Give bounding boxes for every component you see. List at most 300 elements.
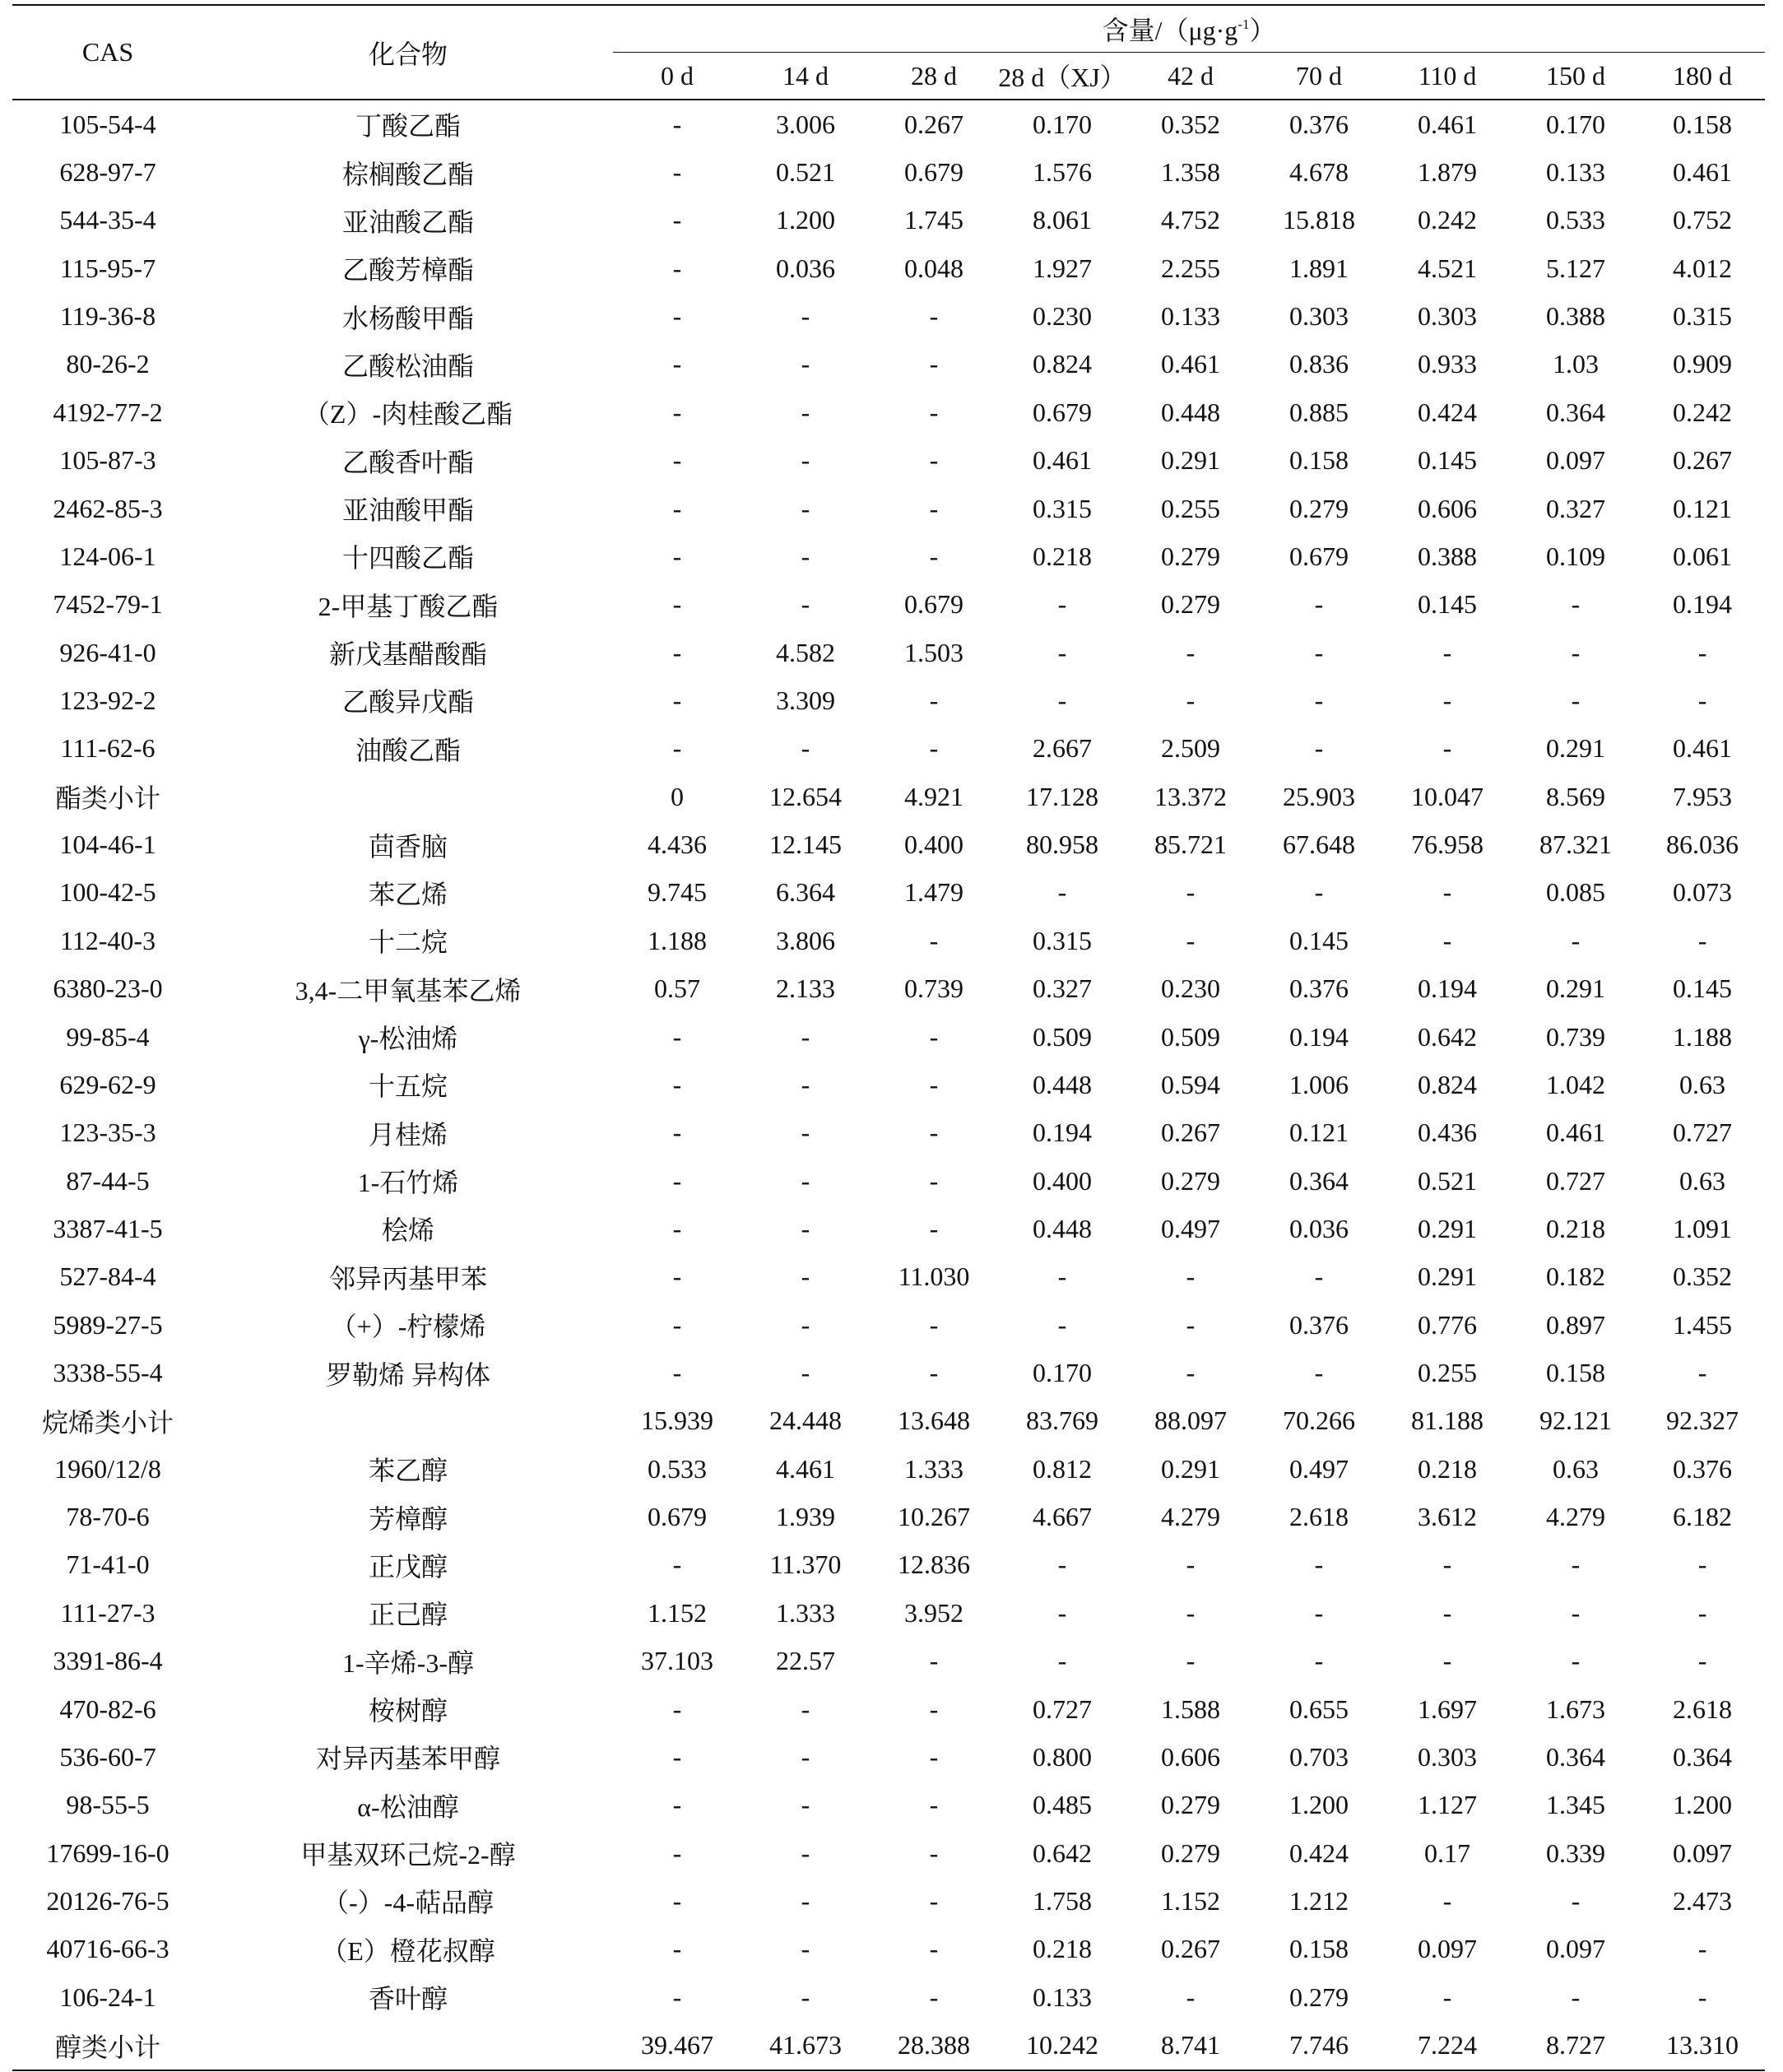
cas-cell: 6380-23-0 bbox=[53, 973, 163, 1004]
value-cell: 2.133 bbox=[776, 973, 835, 1004]
value-cell: - bbox=[672, 1934, 682, 1964]
value-cell: 1.006 bbox=[1289, 1069, 1349, 1099]
value-cell: - bbox=[801, 301, 810, 332]
value-cell: - bbox=[1186, 1597, 1196, 1628]
value-cell: 1.673 bbox=[1546, 1693, 1605, 1724]
compound-name-cell: γ-松油烯 bbox=[358, 1024, 458, 1053]
value-cell: - bbox=[1314, 685, 1324, 715]
value-cell: - bbox=[1571, 925, 1581, 955]
compound-name-cell: 十四酸乙酯 bbox=[341, 543, 474, 574]
value-cell: 2.667 bbox=[1033, 733, 1092, 764]
value-cell: 0.315 bbox=[1673, 301, 1733, 332]
value-cell: 0.242 bbox=[1418, 205, 1477, 235]
value-cell: - bbox=[1186, 637, 1196, 667]
value-cell: - bbox=[1697, 1981, 1707, 2012]
value-cell: - bbox=[1697, 925, 1707, 955]
value-cell: 4.667 bbox=[1033, 1502, 1092, 1532]
table-row bbox=[12, 1109, 1765, 1157]
subtotal-row bbox=[12, 773, 1765, 820]
compound-name-cell: α-松油醇 bbox=[357, 1791, 459, 1822]
value-cell: 0.679 bbox=[904, 589, 963, 620]
value-cell: - bbox=[1314, 589, 1324, 620]
cas-cell: 17699-16-0 bbox=[46, 1837, 169, 1868]
cas-cell: 87-44-5 bbox=[66, 1165, 150, 1196]
value-cell: 0.036 bbox=[776, 253, 835, 283]
value-cell: 0.63 bbox=[1553, 1453, 1599, 1484]
cas-cell: 111-62-6 bbox=[60, 733, 156, 764]
value-cell: - bbox=[1442, 877, 1452, 908]
value-cell: 0.533 bbox=[648, 1453, 707, 1484]
value-cell: 0.509 bbox=[1033, 1021, 1092, 1052]
cas-cell: 3338-55-4 bbox=[53, 1358, 163, 1388]
value-cell: - bbox=[672, 1885, 682, 1916]
value-cell: - bbox=[672, 1741, 682, 1772]
value-cell: 0.279 bbox=[1161, 1165, 1220, 1196]
header-day: 180 d bbox=[1640, 53, 1765, 100]
value-cell: - bbox=[801, 397, 810, 427]
value-cell: 88.097 bbox=[1154, 1405, 1227, 1436]
compound-name-cell: 新戊基醋酸酯 bbox=[328, 639, 487, 670]
value-cell: 0.352 bbox=[1161, 109, 1220, 139]
value-cell: - bbox=[1057, 685, 1067, 715]
value-cell: 1.879 bbox=[1418, 157, 1477, 188]
value-cell: 0.218 bbox=[1546, 1213, 1605, 1243]
value-cell: - bbox=[801, 1741, 810, 1772]
compound-name-cell: 乙酸芳樟酯 bbox=[341, 255, 474, 286]
volatile-compounds-table bbox=[12, 4, 1765, 2071]
value-cell: 6.364 bbox=[776, 877, 835, 908]
value-cell: 12.145 bbox=[769, 829, 842, 860]
table-row bbox=[12, 1926, 1765, 1973]
cas-cell: 1960/12/8 bbox=[54, 1453, 161, 1484]
value-cell: 1.03 bbox=[1553, 349, 1599, 379]
compound-name-cell: （+）-柠檬烯 bbox=[330, 1312, 486, 1342]
table-row bbox=[12, 1061, 1765, 1108]
value-cell: - bbox=[1186, 1646, 1196, 1676]
value-cell: 0.267 bbox=[1161, 1934, 1220, 1964]
value-cell: 8.727 bbox=[1511, 2021, 1640, 2070]
value-cell: 9.745 bbox=[648, 877, 707, 908]
value-cell: 1.345 bbox=[1546, 1790, 1605, 1820]
value-cell: 3.952 bbox=[904, 1597, 963, 1628]
value-cell: 0.448 bbox=[1161, 397, 1220, 427]
value-cell: - bbox=[801, 1837, 810, 1868]
cas-cell: 527-84-4 bbox=[59, 1261, 156, 1292]
value-cell: 0.279 bbox=[1161, 589, 1220, 620]
value-cell: 8.569 bbox=[1546, 781, 1605, 811]
value-cell: - bbox=[929, 1885, 939, 1916]
value-cell: 92.121 bbox=[1539, 1405, 1612, 1436]
value-cell: - bbox=[929, 1741, 939, 1772]
value-cell: - bbox=[1697, 1646, 1707, 1676]
subtotal-row bbox=[12, 1397, 1765, 1445]
compound-name-cell: 乙酸异戊酯 bbox=[341, 687, 474, 718]
value-cell: 0.679 bbox=[904, 157, 963, 188]
value-cell: - bbox=[672, 493, 682, 523]
value-cell: - bbox=[929, 301, 939, 332]
compound-name-cell: （-）-4-萜品醇 bbox=[323, 1888, 494, 1918]
value-cell: 0.327 bbox=[1033, 973, 1092, 1004]
value-cell: 0.279 bbox=[1161, 1790, 1220, 1820]
value-cell: 1.212 bbox=[1289, 1885, 1349, 1916]
value-cell: 0.158 bbox=[1289, 1934, 1349, 1964]
value-cell: 0.642 bbox=[1033, 1837, 1092, 1868]
value-cell: 8.741 bbox=[1126, 2021, 1255, 2070]
value-cell: - bbox=[1186, 1549, 1196, 1580]
value-cell: 0.436 bbox=[1418, 1117, 1477, 1148]
value-cell: 0.727 bbox=[1673, 1117, 1733, 1148]
compound-name-cell: 十二烷 bbox=[368, 927, 448, 958]
value-cell: - bbox=[1442, 1646, 1452, 1676]
value-cell: 0.194 bbox=[1289, 1021, 1349, 1052]
value-cell: 41.673 bbox=[741, 2021, 870, 2070]
value-cell: - bbox=[1571, 637, 1581, 667]
compound-name-cell: 亚油酸甲酯 bbox=[341, 495, 474, 526]
value-cell: 86.036 bbox=[1666, 829, 1739, 860]
value-cell: 7.746 bbox=[1255, 2021, 1383, 2070]
cas-cell: 80-26-2 bbox=[66, 349, 150, 379]
table-row bbox=[12, 1685, 1765, 1733]
value-cell: - bbox=[672, 1117, 682, 1148]
value-cell: 92.327 bbox=[1666, 1405, 1739, 1436]
cas-cell: 536-60-7 bbox=[59, 1741, 156, 1772]
table-row bbox=[12, 1157, 1765, 1205]
value-cell: 0.388 bbox=[1418, 541, 1477, 571]
value-cell: - bbox=[801, 589, 810, 620]
value-cell: - bbox=[672, 1837, 682, 1868]
header-day: 14 d bbox=[741, 53, 870, 100]
value-cell: 0.424 bbox=[1418, 397, 1477, 427]
table-row bbox=[12, 820, 1765, 868]
value-cell: 1.503 bbox=[904, 637, 963, 667]
value-cell: 1.127 bbox=[1418, 1790, 1477, 1820]
value-cell: 83.769 bbox=[1026, 1405, 1098, 1436]
header-compound: 化合物 bbox=[203, 5, 613, 100]
value-cell: 1.333 bbox=[904, 1453, 963, 1484]
table-row bbox=[12, 1445, 1765, 1493]
value-cell: 1.927 bbox=[1033, 253, 1092, 283]
value-cell: 0.097 bbox=[1418, 1934, 1477, 1964]
value-cell: 37.103 bbox=[641, 1646, 713, 1676]
value-cell: 0.255 bbox=[1161, 493, 1220, 523]
value-cell: 12.654 bbox=[769, 781, 842, 811]
value-cell: - bbox=[672, 685, 682, 715]
value-cell: - bbox=[801, 1309, 810, 1340]
value-cell: 0.133 bbox=[1161, 301, 1220, 332]
value-cell: 0.448 bbox=[1033, 1213, 1092, 1243]
value-cell: 0.279 bbox=[1289, 493, 1349, 523]
value-cell: 10.242 bbox=[998, 2021, 1126, 2070]
value-cell: 4.921 bbox=[904, 781, 963, 811]
compound-name-cell: 香叶醇 bbox=[368, 1984, 448, 2014]
value-cell: - bbox=[672, 733, 682, 764]
value-cell: - bbox=[929, 733, 939, 764]
compound-name-cell: 苯乙烯 bbox=[368, 879, 448, 909]
value-cell: - bbox=[1314, 1261, 1324, 1292]
header-content bbox=[613, 5, 1765, 53]
compound-name-cell: 甲基双环己烷-2-醇 bbox=[300, 1840, 516, 1870]
cas-cell: 2462-85-3 bbox=[53, 493, 163, 523]
value-cell: 0.63 bbox=[1679, 1069, 1726, 1099]
compound-name-cell: 1-石竹烯 bbox=[357, 1168, 459, 1198]
value-cell: 0.400 bbox=[904, 829, 963, 860]
value-cell: - bbox=[929, 685, 939, 715]
value-cell: 10.267 bbox=[898, 1502, 970, 1532]
value-cell: 0.909 bbox=[1673, 349, 1733, 379]
header-day: 150 d bbox=[1511, 53, 1640, 100]
table-row bbox=[12, 676, 1765, 724]
value-cell: - bbox=[1442, 733, 1452, 764]
value-cell: 0.315 bbox=[1033, 925, 1092, 955]
value-cell: 81.188 bbox=[1411, 1405, 1484, 1436]
value-cell: 0.376 bbox=[1289, 109, 1349, 139]
value-cell: - bbox=[929, 1069, 939, 1099]
header-content-sup: -1 bbox=[1237, 16, 1250, 32]
compound-name-cell: 亚油酸乙酯 bbox=[341, 207, 474, 237]
table-row bbox=[12, 917, 1765, 964]
cas-cell: 104-46-1 bbox=[59, 829, 156, 860]
value-cell: 1.042 bbox=[1546, 1069, 1605, 1099]
table-row bbox=[12, 1829, 1765, 1877]
value-cell: 0.57 bbox=[654, 973, 700, 1004]
table-row bbox=[12, 1877, 1765, 1925]
value-cell: - bbox=[672, 301, 682, 332]
value-cell: 0.424 bbox=[1289, 1837, 1349, 1868]
value-cell: - bbox=[1186, 1358, 1196, 1388]
header-content-close: ） bbox=[1249, 16, 1276, 45]
table-row bbox=[12, 1301, 1765, 1349]
compound-name-cell: （E）橙花叔醇 bbox=[321, 1935, 495, 1966]
cas-cell: 105-87-3 bbox=[59, 445, 156, 476]
table-row bbox=[12, 244, 1765, 292]
value-cell: 4.752 bbox=[1161, 205, 1220, 235]
value-cell: - bbox=[801, 1693, 810, 1724]
value-cell: 15.818 bbox=[1283, 205, 1355, 235]
header-day: 28 d（XJ） bbox=[998, 53, 1126, 100]
value-cell: 3.612 bbox=[1418, 1502, 1477, 1532]
value-cell: 1.455 bbox=[1673, 1309, 1733, 1340]
value-cell: - bbox=[1057, 1597, 1067, 1628]
value-cell: - bbox=[672, 349, 682, 379]
value-cell: 7.953 bbox=[1673, 781, 1733, 811]
value-cell: - bbox=[672, 1165, 682, 1196]
value-cell: - bbox=[1186, 925, 1196, 955]
value-cell: 0.933 bbox=[1418, 349, 1477, 379]
value-cell: - bbox=[801, 1021, 810, 1052]
cas-cell: 111-27-3 bbox=[60, 1597, 156, 1628]
value-cell: - bbox=[1314, 637, 1324, 667]
compound-name-cell: 邻异丙基甲苯 bbox=[328, 1263, 487, 1294]
cas-cell: 78-70-6 bbox=[66, 1502, 150, 1532]
compound-name-cell: 正己醇 bbox=[368, 1600, 448, 1630]
cas-cell: 71-41-0 bbox=[66, 1549, 150, 1580]
subtotal-label: 醇类小计 bbox=[12, 2021, 203, 2070]
value-cell: 0.776 bbox=[1418, 1309, 1477, 1340]
value-cell: 0.109 bbox=[1546, 541, 1605, 571]
value-cell: 0.036 bbox=[1289, 1213, 1349, 1243]
value-cell: 0.533 bbox=[1546, 205, 1605, 235]
table-body bbox=[12, 100, 1765, 2070]
value-cell: 0.291 bbox=[1418, 1213, 1477, 1243]
value-cell: 0.339 bbox=[1546, 1837, 1605, 1868]
value-cell: 0.291 bbox=[1546, 733, 1605, 764]
table-row bbox=[12, 292, 1765, 340]
value-cell: 4.521 bbox=[1418, 253, 1477, 283]
value-cell: 4.012 bbox=[1673, 253, 1733, 283]
value-cell: 11.370 bbox=[769, 1549, 842, 1580]
value-cell: - bbox=[929, 397, 939, 427]
value-cell: 22.57 bbox=[776, 1646, 835, 1676]
value-cell: 2.473 bbox=[1673, 1885, 1733, 1916]
value-cell: - bbox=[929, 1213, 939, 1243]
value-cell: 0.400 bbox=[1033, 1165, 1092, 1196]
value-cell: 0.242 bbox=[1673, 397, 1733, 427]
value-cell: 0.073 bbox=[1673, 877, 1733, 908]
cas-cell: 470-82-6 bbox=[59, 1693, 156, 1724]
value-cell: 4.279 bbox=[1161, 1502, 1220, 1532]
compound-name-cell: 2-甲基丁酸乙酯 bbox=[318, 591, 499, 621]
value-cell: 0.824 bbox=[1033, 349, 1092, 379]
value-cell: 0.739 bbox=[904, 973, 963, 1004]
value-cell: 0.376 bbox=[1289, 973, 1349, 1004]
value-cell: 0.63 bbox=[1679, 1165, 1726, 1196]
value-cell: 7.224 bbox=[1383, 2021, 1511, 2070]
cas-cell: 3387-41-5 bbox=[53, 1213, 163, 1243]
value-cell: - bbox=[672, 397, 682, 427]
value-cell: 0.303 bbox=[1418, 301, 1477, 332]
value-cell: - bbox=[672, 1358, 682, 1388]
value-cell: - bbox=[1697, 637, 1707, 667]
value-cell: 0.218 bbox=[1033, 1934, 1092, 1964]
value-cell: 0.194 bbox=[1673, 589, 1733, 620]
value-cell: 0.448 bbox=[1033, 1069, 1092, 1099]
cas-cell: 926-41-0 bbox=[59, 637, 156, 667]
value-cell: 25.903 bbox=[1283, 781, 1355, 811]
table-row bbox=[12, 1973, 1765, 2021]
value-cell: - bbox=[929, 1358, 939, 1388]
value-cell: 0.267 bbox=[1673, 445, 1733, 476]
value-cell: - bbox=[1571, 1981, 1581, 2012]
value-cell: - bbox=[1186, 1309, 1196, 1340]
table-row bbox=[12, 532, 1765, 580]
value-cell: 17.128 bbox=[1026, 781, 1098, 811]
value-cell: 0.521 bbox=[776, 157, 835, 188]
value-cell: 28.388 bbox=[870, 2021, 998, 2070]
value-cell: - bbox=[672, 109, 682, 139]
value-cell: 0.461 bbox=[1418, 109, 1477, 139]
compound-name-cell: 水杨酸甲酯 bbox=[341, 303, 474, 333]
cas-cell: 123-92-2 bbox=[59, 685, 156, 715]
value-cell: 0.158 bbox=[1546, 1358, 1605, 1388]
value-cell: 0.594 bbox=[1161, 1069, 1220, 1099]
value-cell: 0.133 bbox=[1033, 1981, 1092, 2012]
value-cell: 85.721 bbox=[1154, 829, 1227, 860]
value-cell: 0.364 bbox=[1546, 1741, 1605, 1772]
value-cell: - bbox=[1697, 1549, 1707, 1580]
value-cell: 0.655 bbox=[1289, 1693, 1349, 1724]
value-cell: - bbox=[1442, 1885, 1452, 1916]
value-cell: 0.461 bbox=[1673, 157, 1733, 188]
value-cell: 12.836 bbox=[898, 1549, 970, 1580]
subtotal-row bbox=[12, 2021, 1765, 2070]
cas-cell: 20126-76-5 bbox=[46, 1885, 169, 1916]
table-row bbox=[12, 388, 1765, 436]
value-cell: 0.158 bbox=[1673, 109, 1733, 139]
value-cell: - bbox=[801, 1790, 810, 1820]
table-row bbox=[12, 1205, 1765, 1252]
compound-name-cell: 茴香脑 bbox=[368, 831, 448, 862]
value-cell: 0.364 bbox=[1673, 1741, 1733, 1772]
cas-cell: 100-42-5 bbox=[59, 877, 156, 908]
value-cell: 0.703 bbox=[1289, 1741, 1349, 1772]
value-cell: 0.230 bbox=[1033, 301, 1092, 332]
table-row bbox=[12, 148, 1765, 196]
value-cell: 1.200 bbox=[1289, 1790, 1349, 1820]
value-cell: - bbox=[1697, 1934, 1707, 1964]
value-cell: - bbox=[672, 541, 682, 571]
value-cell: 0.279 bbox=[1161, 541, 1220, 571]
cas-cell: 4192-77-2 bbox=[53, 397, 163, 427]
table-row bbox=[12, 1493, 1765, 1540]
value-cell: - bbox=[929, 445, 939, 476]
table-row bbox=[12, 1589, 1765, 1637]
value-cell: - bbox=[929, 1117, 939, 1148]
value-cell: 0.267 bbox=[1161, 1117, 1220, 1148]
cas-cell: 99-85-4 bbox=[66, 1021, 150, 1052]
value-cell: 0.739 bbox=[1546, 1021, 1605, 1052]
table-row bbox=[12, 485, 1765, 532]
value-cell: 1.697 bbox=[1418, 1693, 1477, 1724]
value-cell: - bbox=[672, 1309, 682, 1340]
value-cell: 1.091 bbox=[1673, 1213, 1733, 1243]
cas-cell: 3391-86-4 bbox=[53, 1646, 163, 1676]
value-cell: 0.145 bbox=[1289, 925, 1349, 955]
value-cell: 0.376 bbox=[1289, 1309, 1349, 1340]
value-cell: 0.170 bbox=[1033, 1358, 1092, 1388]
value-cell: 0.194 bbox=[1033, 1117, 1092, 1148]
value-cell: 70.266 bbox=[1283, 1405, 1355, 1436]
value-cell: - bbox=[1057, 1549, 1067, 1580]
cas-cell: 105-54-4 bbox=[59, 109, 156, 139]
value-cell: - bbox=[1314, 877, 1324, 908]
value-cell: 0.497 bbox=[1161, 1213, 1220, 1243]
value-cell: 0.315 bbox=[1033, 493, 1092, 523]
table-row bbox=[12, 1013, 1765, 1061]
header-day: 0 d bbox=[613, 53, 741, 100]
value-cell: 0.230 bbox=[1161, 973, 1220, 1004]
value-cell: - bbox=[801, 1117, 810, 1148]
value-cell: - bbox=[672, 205, 682, 235]
value-cell: 2.618 bbox=[1289, 1502, 1349, 1532]
value-cell: - bbox=[1571, 589, 1581, 620]
value-cell: 0.461 bbox=[1033, 445, 1092, 476]
compound-name-cell bbox=[203, 1397, 613, 1445]
compound-name-cell: 3,4-二甲氧基苯乙烯 bbox=[295, 975, 522, 1006]
value-cell: - bbox=[801, 1261, 810, 1292]
value-cell: - bbox=[1697, 1597, 1707, 1628]
cas-cell: 98-55-5 bbox=[66, 1790, 150, 1820]
value-cell: - bbox=[1442, 925, 1452, 955]
value-cell: - bbox=[929, 1837, 939, 1868]
value-cell: 0.291 bbox=[1161, 445, 1220, 476]
value-cell: 0.170 bbox=[1546, 109, 1605, 139]
value-cell: - bbox=[1057, 877, 1067, 908]
value-cell: - bbox=[929, 1981, 939, 2012]
value-cell: 0.606 bbox=[1161, 1741, 1220, 1772]
value-cell: - bbox=[929, 1309, 939, 1340]
value-cell: - bbox=[1314, 733, 1324, 764]
value-cell: 0.218 bbox=[1418, 1453, 1477, 1484]
